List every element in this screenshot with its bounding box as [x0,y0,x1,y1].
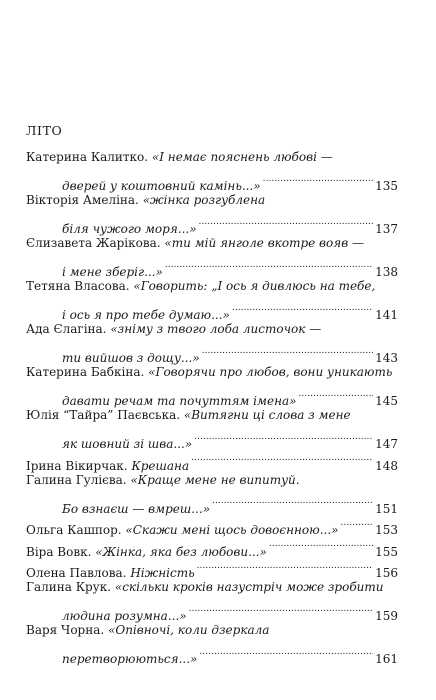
toc-author: Ірина Вікирчак. [26,458,128,473]
toc-title: Бо взнаєш — вмреш...» [62,501,211,516]
toc-title: давати речам та почуттям імена» [62,394,297,408]
dot-leader [194,427,373,449]
toc-author: Віра Вовк. [26,544,92,559]
toc-title: «жінка розгублена [142,193,266,207]
toc-entry-first-line [26,319,398,341]
toc-entry[interactable] [26,276,398,322]
dot-leader [199,642,373,664]
toc-title: людина розумна...» [62,609,187,623]
dot-leader [232,298,373,320]
toc-author: Галина Крук. [26,580,112,594]
dot-leader [341,513,374,535]
toc-title: біля чужого моря...» [62,222,197,236]
toc-title: «скільки кроків назустріч може зробити [114,580,384,594]
toc-title: «Опівночі, коли дзеркала [108,623,270,637]
toc-title: і мене зберіг...» [62,265,163,279]
dot-leader [212,491,373,513]
toc-title: ти вийшов з дощу...» [62,351,200,365]
toc-page-number: 155 [375,544,398,559]
toc-entry-first-line [26,233,398,255]
toc-title: як шовний зі шва...» [62,437,193,451]
toc-title: і ось я про тебе думаю...» [62,308,230,322]
toc-title: «зніму з твого лоба листочок — [110,322,322,336]
toc-title: «Говорить: „І ось я дивлюсь на тебе, [133,279,376,293]
toc-author: Катерина Бабкіна. [26,365,145,379]
toc-entry-continuation [26,427,398,449]
dot-leader [197,556,373,578]
dot-leader [263,169,373,191]
toc-title: «Говорячи про любов, вони уникають [148,365,393,379]
toc-entry[interactable] [26,470,398,516]
dot-leader [298,384,373,406]
dot-leader [269,534,373,556]
toc-entry[interactable] [26,405,398,451]
toc-title: «ти мій янголе вкотре вояв — [164,236,364,250]
toc-entry-continuation [26,642,398,664]
toc-page-number: 137 [375,222,398,236]
toc-title: дверей у коштовний камінь...» [62,179,261,193]
toc-entry-first-line [26,470,398,492]
toc-page-number: 145 [375,394,398,408]
toc-entry[interactable] [26,362,398,408]
toc-page-number: 156 [375,566,398,580]
toc-page-number: 153 [375,523,398,537]
toc-entry-first-line [26,405,398,427]
toc-entry-continuation [26,212,398,234]
dot-leader [165,255,373,277]
toc-entry-continuation [26,169,398,191]
section-title: ЛІТО [26,123,63,138]
toc-entry[interactable] [26,233,398,279]
toc-page-number: 159 [375,609,398,623]
toc-title: «І немає пояснень любові — [151,150,333,164]
toc-author: Варя Чорна. [26,623,105,637]
dot-leader [189,599,373,621]
toc-entry-first-line [26,577,398,599]
toc-title: Крешана [131,458,190,473]
toc-entry-continuation [26,491,398,516]
toc-entry[interactable] [26,620,398,666]
toc-entry[interactable] [26,190,398,236]
toc-entry-continuation [26,298,398,320]
toc-entry[interactable] [26,147,398,193]
toc-entry[interactable] [26,319,398,365]
toc-entry-continuation [26,341,398,363]
toc-author: Катерина Калитко. [26,150,149,164]
toc-author: Ада Єлагіна. [26,322,107,336]
toc-page-number: 161 [375,652,398,666]
toc-entry-first-line [26,362,398,384]
toc-author: Олена Павлова. [26,566,127,580]
toc-entry-first-line [26,147,398,169]
toc-author: Вікторія Амеліна. [26,193,139,207]
toc-page-number: 151 [375,501,398,516]
toc-page-number: 138 [375,265,398,279]
toc-entry-continuation [26,599,398,621]
toc-entry-continuation [26,384,398,406]
toc-entry-first-line [26,620,398,642]
toc-page-number: 147 [375,437,398,451]
toc-author: Юлія “Тайра” Паєвська. [26,408,181,422]
toc-title: «Жінка, яка без любови...» [95,544,267,559]
toc-entry-continuation [26,255,398,277]
toc-entry-first-line [26,190,398,212]
toc-page-number: 135 [375,179,398,193]
toc-page-number: 148 [375,458,398,473]
table-of-contents [26,147,398,666]
toc-title: «Краще мене не випитуй. [130,472,300,487]
toc-title: «Витягни ці слова з мене [183,408,351,422]
toc-author: Галина Гулієва. [26,472,127,487]
toc-title: «Скажи мені щось довоєнною...» [125,523,339,537]
toc-title: перетворюються...» [62,652,198,666]
toc-author: Єлизавета Жарікова. [26,236,161,250]
toc-page-number: 143 [375,351,398,365]
toc-entry-first-line [26,276,398,298]
dot-leader [199,212,374,234]
toc-page-number: 141 [375,308,398,322]
dot-leader [191,448,373,470]
dot-leader [202,341,373,363]
toc-entry[interactable] [26,577,398,623]
toc-author: Ольга Кашпор. [26,523,122,537]
toc-author: Тетяна Власова. [26,279,130,293]
toc-title: Ніжність [130,566,195,580]
